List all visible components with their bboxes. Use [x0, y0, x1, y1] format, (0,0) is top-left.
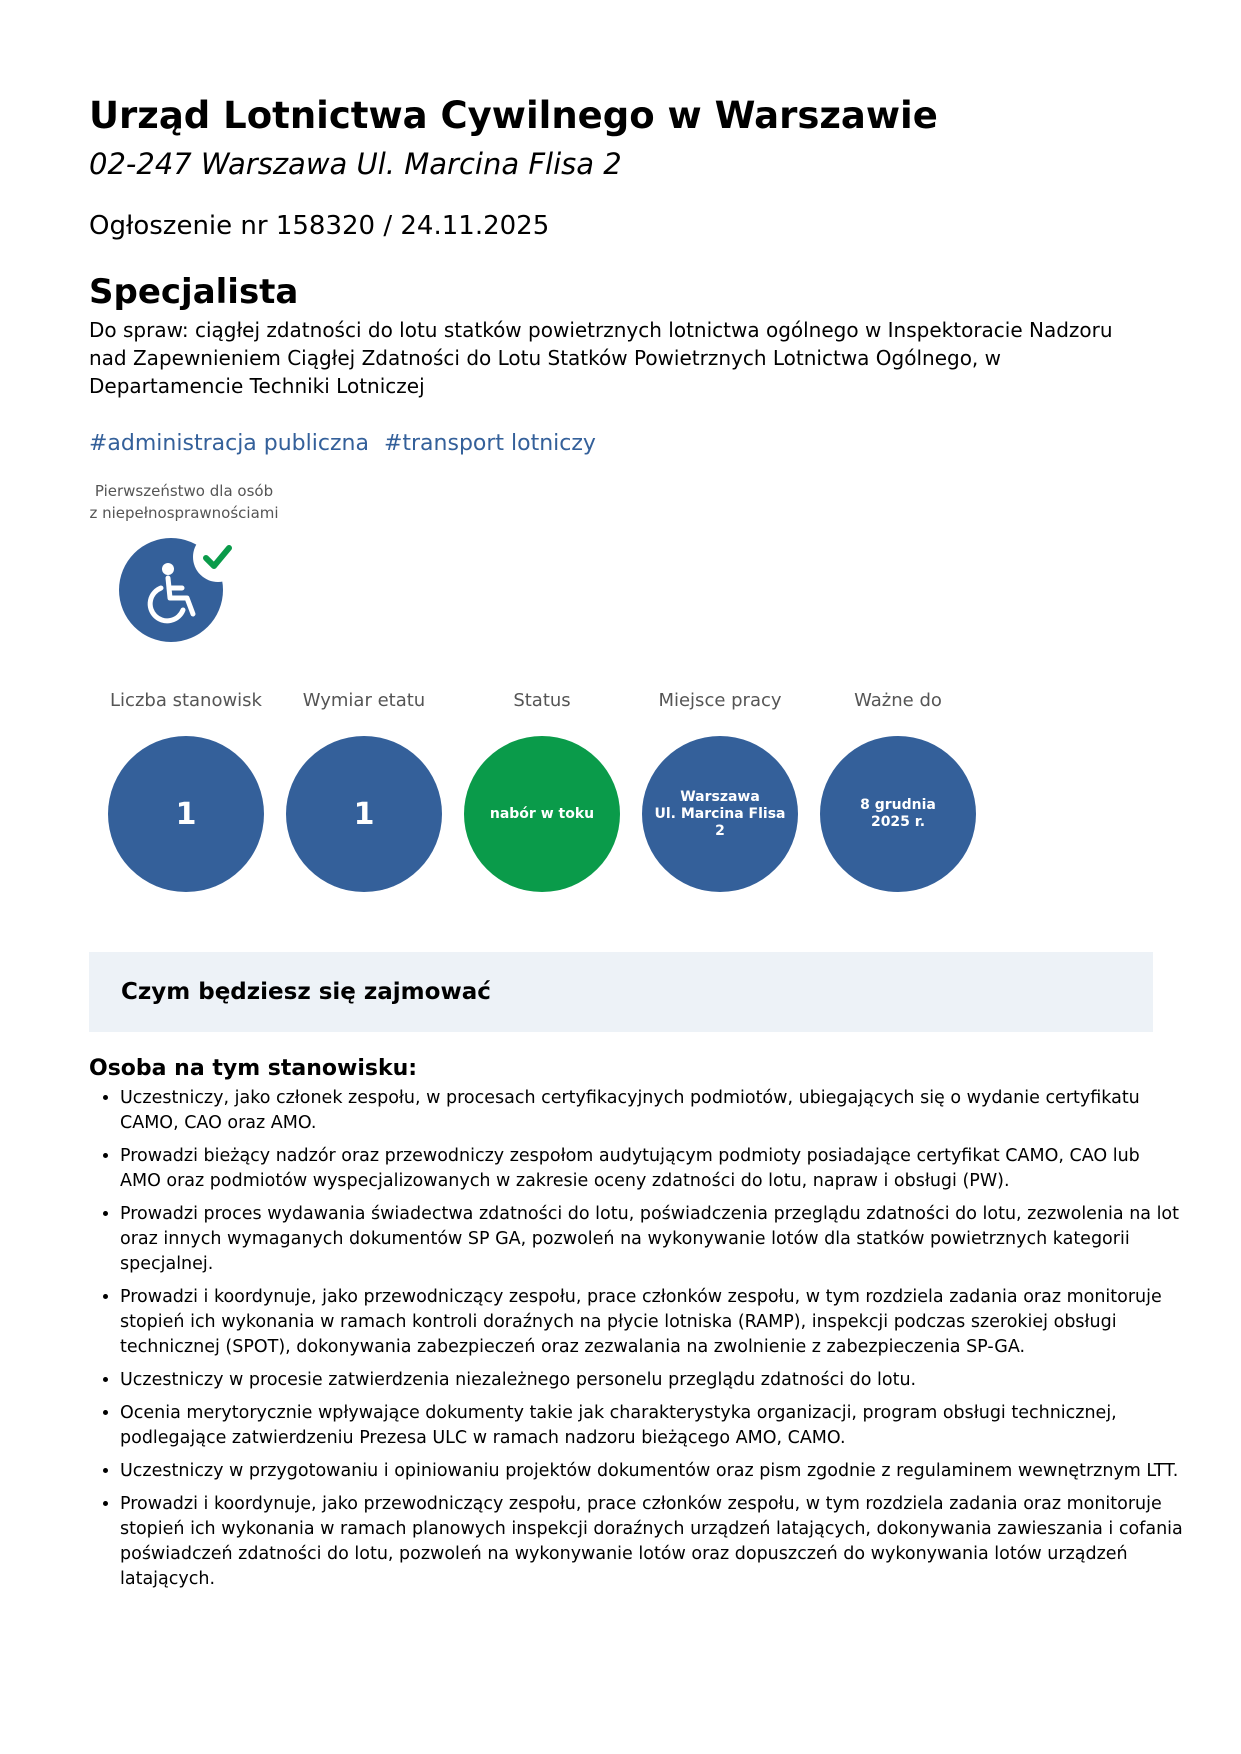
position-description: Do spraw: ciągłej zdatności do lotu statków powietrznych lotnictwa ogólnego w Inspektoracie Nadzoru nad Zapewnieniem Ciągłej Zdatności do Lotu Statków Powietrznych Lotnictwa Ogólnego, w Departamencie Techniki Lotniczej	[89, 318, 1113, 398]
list-item: • Prowadzi i koordynuje, jako przewodniczący zespołu, prace członków zespołu, w tym rozdziela zadania oraz monitoruje stopień ich wykonania w ramach kontroli doraźnych na płycie lotniska (RAMP), inspekcji podczas szerokiej obsługi technicznej (SPOT), dokonywania zabezpieczeń oraz zezwalania na zwolnienie z zabezpieczenia SP-GA.	[120, 1285, 1184, 1360]
stat-circle	[820, 736, 976, 892]
list-item: • Ocenia merytorycznie wpływające dokumenty takie jak charakterystyka organizacji, program obsługi technicznej, podlegające zatwierdzeniu Prezesa ULC w ramach nadzoru bieżącego AMO, CAMO.	[120, 1401, 1184, 1451]
announcement-number: Ogłoszenie nr 158320 / 24.11.2025	[89, 211, 550, 241]
stat-label: Status	[513, 690, 571, 711]
stat-circle	[108, 736, 264, 892]
stat-label: Wymiar etatu	[302, 690, 426, 711]
org-address: 02-247 Warszawa Ul. Marcina Flisa 2	[89, 147, 622, 181]
stat-label: Liczba stanowisk	[110, 690, 262, 711]
position-title: Specjalista	[89, 272, 299, 312]
checkmark-icon	[193, 532, 243, 582]
stat-value: 1	[353, 796, 375, 832]
stat-positions-count	[97, 688, 275, 892]
tag-link[interactable]: #transport lotniczy	[383, 431, 596, 456]
stat-value: Warszawa Ul. Marcina Flisa 2	[654, 788, 786, 839]
stat-circle	[642, 736, 798, 892]
stat-value: nabór w toku	[489, 805, 595, 822]
tags	[89, 428, 604, 460]
stat-value: 8 grudnia 2025 r.	[860, 797, 936, 830]
stat-employment-size	[275, 688, 453, 892]
stat-label: Miejsce pracy	[658, 690, 782, 711]
section-title: Czym będziesz się zajmować	[121, 979, 491, 1005]
stat-status	[453, 688, 631, 892]
list-item: • Prowadzi proces wydawania świadectwa zdatności do lotu, poświadczenia przeglądu zdatności do lotu, zezwolenia na lot oraz innych wymaganych dokumentów SP GA, pozwoleń na wykonywanie lotów dla statków powietrznych kategorii specjalnej.	[120, 1202, 1184, 1277]
stat-circle	[286, 736, 442, 892]
list-item: • Prowadzi bieżący nadzór oraz przewodniczy zespołom audytującym podmioty posiadające certyfikat CAMO, CAO lub AMO oraz podmiotów wyspecjalizowanych w zakresie oceny zdatności do lotu, napraw i obsługi (PW).	[120, 1144, 1184, 1194]
section-header	[89, 952, 1153, 1032]
list-item: • Prowadzi i koordynuje, jako przewodniczący zespołu, prace członków zespołu, w tym rozdziela zadania oraz monitoruje stopień ich wykonania w ramach planowych inspekcji doraźnych urządzeń latających, dokonywania zawieszania i cofania poświadczeń zdatności do lotu, pozwoleń na wykonywanie lotów oraz dopuszczeń do wykonywania lotów urządzeń latających.	[120, 1492, 1184, 1592]
stat-circle	[464, 736, 620, 892]
list-item: • Uczestniczy w przygotowaniu i opiniowaniu projektów dokumentów oraz pism zgodnie z regulaminem wewnętrznym LTT.	[120, 1459, 1184, 1484]
tag-link[interactable]: #administracja publiczna	[89, 431, 369, 456]
stat-workplace	[631, 688, 809, 892]
list-item: • Uczestniczy, jako członek zespołu, w procesach certyfikacyjnych podmiotów, ubiegających się o wydanie certyfikatu CAMO, CAO oraz AMO.	[120, 1086, 1184, 1136]
duties-heading: Osoba na tym stanowisku:	[89, 1056, 418, 1081]
stat-value: 1	[175, 796, 197, 832]
stat-label: Ważne do	[854, 690, 942, 711]
org-name: Urząd Lotnictwa Cywilnego w Warszawie	[89, 94, 938, 137]
stat-valid-until	[809, 688, 987, 892]
priority-label: Pierwszeństwo dla osób z niepełnosprawnościami	[89, 482, 279, 522]
list-item: • Uczestniczy w procesie zatwierdzenia niezależnego personelu przeglądu zdatności do lotu.	[120, 1368, 1184, 1393]
duties-list	[89, 1086, 1184, 1600]
